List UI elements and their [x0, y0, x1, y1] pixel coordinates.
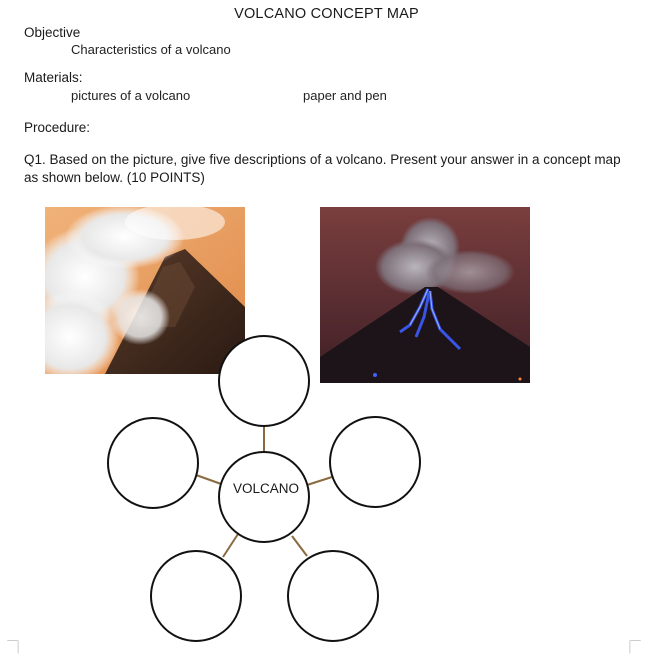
connector-left [196, 475, 224, 485]
concept-node-right [330, 417, 420, 507]
objective-text: Characteristics of a volcano [71, 42, 231, 57]
connector-bottom-left [223, 534, 238, 557]
materials-label: Materials: [24, 70, 83, 85]
concept-node-left [108, 418, 198, 508]
materials-item-pictures: pictures of a volcano [71, 88, 191, 103]
connector-right [307, 477, 332, 485]
concept-node-bottom-right [288, 551, 378, 641]
page-corner-mark-left [6, 640, 20, 654]
objective-label: Objective [24, 25, 81, 40]
concept-center-label: VOLCANO [232, 481, 300, 496]
procedure-label: Procedure: [24, 120, 91, 135]
question-text: Q1. Based on the picture, give five descriptions of a volcano. Present your answer in a concept map as shown below. (10 POINTS) [24, 152, 621, 185]
page-corner-mark-right [628, 640, 642, 654]
materials-item-paper: paper and pen [303, 88, 387, 103]
page-title: VOLCANO CONCEPT MAP [234, 6, 419, 22]
concept-node-bottom-left [151, 551, 241, 641]
concept-node-top [219, 336, 309, 426]
connector-bottom-right [292, 536, 307, 556]
concept-node-center [219, 452, 309, 542]
